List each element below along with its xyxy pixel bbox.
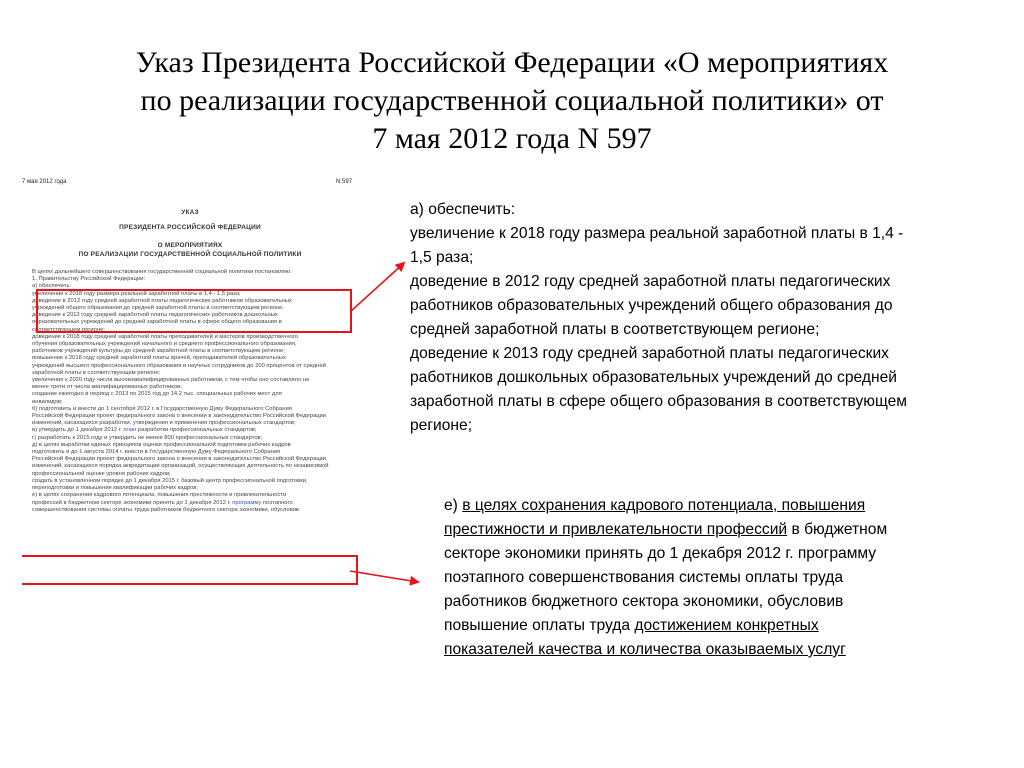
block-a-line: работников образовательных учреждений общего образования до — [410, 297, 893, 314]
block-e-line-5: работников бюджетного сектора экономики, обусловив — [444, 593, 844, 610]
decree-line: доведение к 2018 году средней заработной платы преподавателей и мастеров производственного — [32, 333, 298, 340]
decree-link[interactable]: программу — [232, 499, 262, 506]
block-e-text: в бюджетном — [787, 521, 888, 538]
block-a-line: увеличение к 2018 году размера реальной заработной платы в 1,4 - — [410, 225, 904, 242]
decree-line: учреждений высшего профессионального образования и научных сотрудников до 200 процентов от средней — [32, 362, 326, 369]
decree-line: совершенствования системы оплаты труда работников бюджетного сектора экономики, обусловив — [32, 506, 300, 513]
decree-line: б) подготовить и внести до 1 сентября 2012 г. в Государственную Думу Федерального Собрания — [32, 405, 292, 412]
decree-date: 7 мая 2012 года — [22, 179, 67, 185]
decree-line: инвалидов; — [32, 398, 63, 405]
block-a-line: 1,5 раза; — [410, 249, 474, 266]
block-e-line-2 — [444, 518, 1004, 542]
callout-block-e — [444, 494, 1004, 662]
decree-line: изменений, касающихся порядка аккредитации организаций, осуществляющих деятельность по независимой — [32, 463, 329, 470]
decree-line: подготовить и до 1 августа 2014 г. внести в Государственную Думу Федерального Собрания — [32, 449, 281, 456]
decree-line: г) разработать к 2015 году и утвердить не менее 800 профессиональных стандартов; — [32, 434, 263, 441]
block-e-underlined: достижением конкретных — [634, 617, 819, 634]
decree-line: доведение к 2013 году средней заработной платы педагогических работников дошкольных — [32, 312, 278, 319]
block-a-line: заработной платы в сфере общего образования в соответствующем — [410, 393, 908, 410]
decree-line: Российской Федерации проект федерального закона о внесении в законодательство Российской Федерации — [32, 413, 327, 420]
decree-line: д) в целях выработки единых принципов оценки профессиональной подготовки рабочих кадров — [32, 441, 291, 448]
block-a-line: доведение в 2012 году средней заработной платы педагогических — [410, 273, 891, 290]
block-e-prefix: е) — [444, 497, 463, 514]
decree-line: Российской Федерации проект федерального закона о внесении в законодательство Российской Федерации — [32, 456, 327, 463]
block-e-underlined: в целях сохранения кадрового потенциала, повышения — [462, 497, 866, 514]
decree-heading-measures: О МЕРОПРИЯТИЯХ — [157, 242, 223, 249]
block-e-text: повышение оплаты труда — [444, 617, 635, 634]
block-e-line-7: показателей качества и количества оказываемых услуг — [444, 641, 846, 658]
block-a-line: доведение к 2013 году средней заработной платы педагогических — [410, 345, 889, 362]
decree-line: увеличение к 2018 году размера реальной заработной платы в 1,4 - 1,5 раза; — [32, 290, 241, 297]
decree-heading-policy: ПО РЕАЛИЗАЦИИ ГОСУДАРСТВЕННОЙ СОЦИАЛЬНОЙ ПОЛИТИКИ — [78, 251, 302, 258]
decree-line: образовательных учреждений до средней заработной платы в сфере общего образования в — [32, 319, 282, 326]
decree-line: работников учреждений культуры до средней заработной платы в соответствующем регионе; — [32, 348, 285, 355]
decree-line: создание ежегодно в период с 2013 по 2015 год до 14,2 тыс. специальных рабочих мест для — [32, 391, 282, 398]
decree-line: переподготовки и повышения квалификации рабочих кадров; — [32, 485, 199, 492]
decree-line: повышение к 2018 году средней заработной платы врачей, преподавателей образовательных — [32, 355, 286, 362]
decree-line: создать в установленном порядке до 1 декабря 2015 г. базовый центр профессиональной подготовки, — [32, 477, 308, 484]
decree-line: профессиональной оценке уровня рабочих кадров; — [32, 470, 171, 477]
block-e-line-1 — [444, 494, 1004, 518]
decree-line: профессий в бюджетном секторе экономики принять до 1 декабря 2012 г. программу поэтапного — [32, 499, 293, 506]
title-line-1: Указ Президента Российской Федерации «О мероприятиях — [135, 46, 889, 79]
block-e-line-6 — [444, 614, 1004, 638]
block-a-line: средней заработной платы в соответствующем регионе; — [410, 321, 820, 338]
decree-line: заработной платы в соответствующем регионе; — [32, 369, 161, 376]
decree-line: доведение в 2012 году средней заработной платы педагогических работников образовательных — [32, 297, 292, 304]
decree-heading-ukaz: УКАЗ — [181, 209, 199, 216]
decree-line: а) обеспечить: — [32, 283, 72, 290]
decree-line: учреждений общего образования до средней заработной платы в соответствующем регионе; — [32, 305, 284, 312]
callout-block-a — [410, 198, 1000, 438]
decree-line: обучения образовательных учреждений начального и среднего профессионального образования, — [32, 341, 297, 348]
block-e-underlined: престижности и привлекательности профессий — [444, 521, 788, 538]
decree-link[interactable]: план — [123, 427, 137, 434]
decree-line: менее трети от числа квалифицированных работников; — [32, 384, 182, 391]
block-a-line: регионе; — [410, 417, 473, 434]
decree-number: N 597 — [335, 179, 352, 185]
block-e-line-3: секторе экономики принять до 1 декабря 2012 г. программу — [444, 545, 877, 562]
decree-line: в) утвердить до 1 декабря 2012 г. план разработки профессиональных стандартов; — [32, 427, 257, 434]
title-line-2: по реализации государственной социальной политики» от — [140, 84, 884, 117]
block-e-line-4: поэтапного совершенствования системы оплаты труда — [444, 569, 844, 586]
arrow-to-block-a — [350, 263, 404, 312]
block-a-line: а) обеспечить: — [410, 201, 516, 218]
title-line-3: 7 мая 2012 года N 597 — [372, 122, 652, 155]
decree-line: изменений, касающихся разработки, утверждения и применения профессиональных стандартов; — [32, 420, 296, 427]
decree-line: 1. Правительству Российской Федерации: — [32, 276, 146, 283]
decree-line: е) в целях сохранения кадрового потенциала, повышения престижности и привлекательности — [32, 492, 287, 499]
arrow-to-block-e — [350, 571, 418, 582]
block-a-line: работников дошкольных образовательных учреждений до средней — [410, 369, 897, 386]
decree-heading-president: ПРЕЗИДЕНТА РОССИЙСКОЙ ФЕДЕРАЦИИ — [119, 224, 261, 231]
decree-line: соответствующем регионе; — [32, 326, 105, 333]
decree-line: В целях дальнейшего совершенствования государственной социальной политики постановляю: — [32, 269, 292, 275]
decree-line: увеличение к 2020 году числа высококвалифицированных работников, с тем чтобы оно составляло не — [32, 377, 310, 384]
